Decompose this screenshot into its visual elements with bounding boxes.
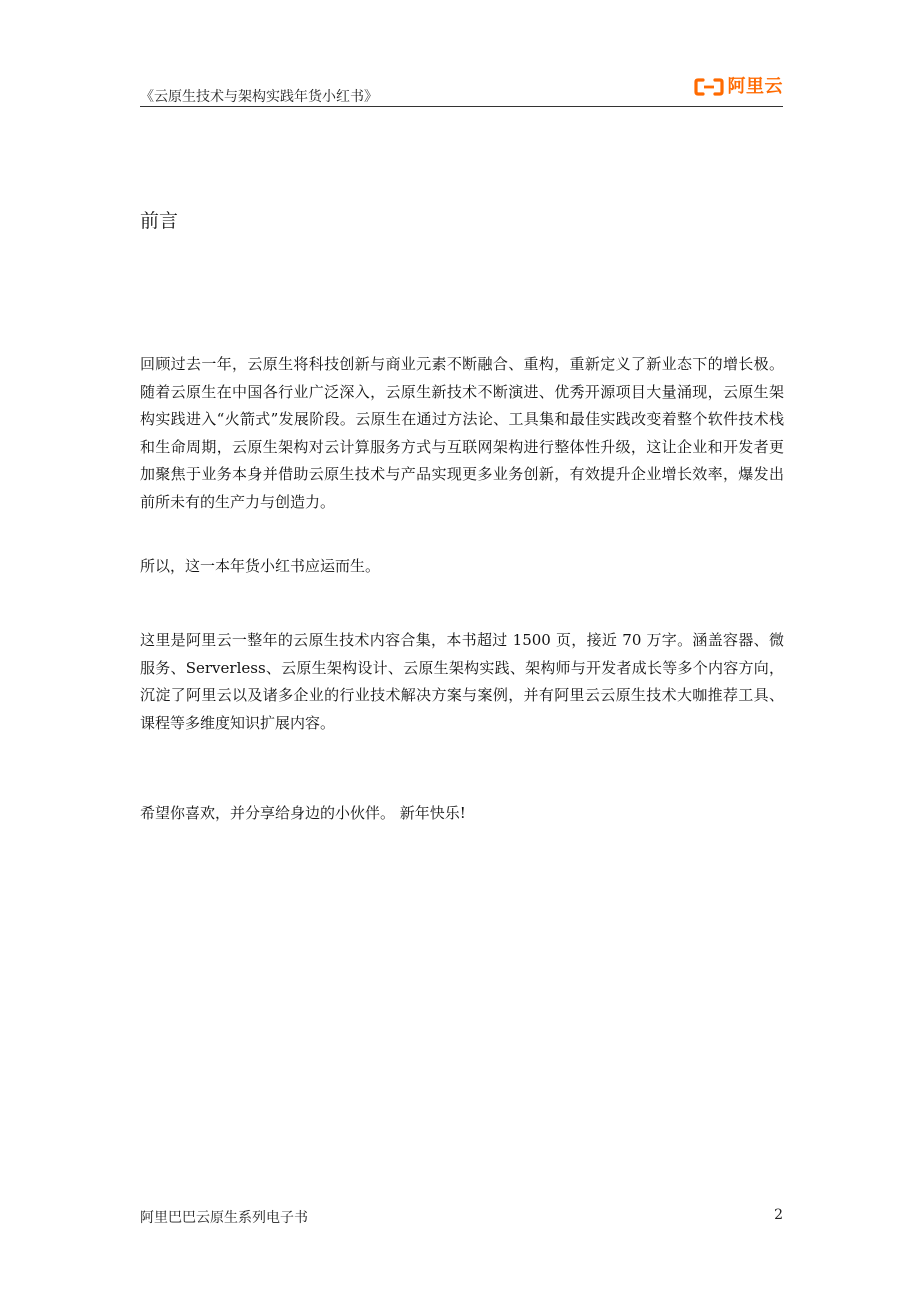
- paragraph-purpose: 所以，这一本年货小红书应运而生。: [140, 557, 381, 575]
- page-header: [140, 76, 783, 107]
- section-heading: 前言: [140, 210, 179, 232]
- book-title: 《云原生技术与架构实践年货小红书》: [140, 89, 378, 105]
- aliyun-logo-icon: [694, 77, 724, 97]
- paragraph-closing: 希望你喜欢，并分享给身边的小伙伴。 新年快乐!: [140, 804, 466, 822]
- series-name: 阿里巴巴云原生系列电子书: [140, 1210, 308, 1226]
- brand-name: 阿里云: [727, 76, 783, 97]
- page-footer: [140, 1207, 783, 1227]
- paragraph-intro: 回顾过去一年，云原生将科技创新与商业元素不断融合、重构，重新定义了新业态下的增长极。随着云原生在中国各行业广泛深入，云原生新技术不断演进、优秀开源项目大量涌现，云原生架构实践进入“火箭式”发展阶段。云原生在通过方法论、工具集和最佳实践改变着整个软件技术栈和生命周期，云原生架构对云计算服务方式与互联网架构进行整体性升级，这让企业和开发者更加聚焦于业务本身并借助云原生技术与产品实现更多业务创新，有效提升企业增长效率，爆发出前所未有的生产力与创造力。: [140, 355, 784, 511]
- paragraph-content-summary: 这里是阿里云一整年的云原生技术内容合集，本书超过 1500 页，接近 70 万字。涵盖容器、微服务、Serverless、云原生架构设计、云原生架构实践、架构师与开发者成长等多个内容方向，沉淀了阿里云以及诸多企业的行业技术解决方案与案例，并有阿里云云原生技术大咖推荐工具、课程等多维度知识扩展内容。: [140, 631, 784, 732]
- page-number: 2: [774, 1207, 783, 1223]
- brand-logo: [694, 76, 784, 98]
